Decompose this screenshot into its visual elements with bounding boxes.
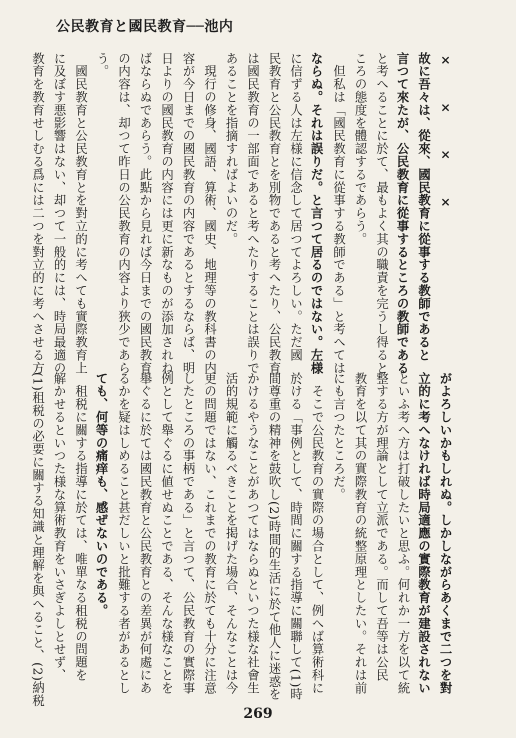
text-line: 更の問題ではない、これまでの教育に於ても十分に注意 [202,372,217,695]
text-line: るかを疑はしめること甚だしいと批難する者があるとし [116,372,131,695]
text-line: 例として舉ぐるに値せぬことである、そんな様なことを [159,372,174,695]
text-line: ならぬ。それは誤りだ。と言つて居るのではない。左様 [309,52,324,375]
text-line: う。 [95,52,109,78]
text-line: 間尊重の精神を鼓吹し(2)時間的生活に於て他人に迷惑を [267,372,281,701]
text-line: 日よりの國民教育の内容には更に新なものが添加されね [159,52,174,375]
section-divider-marks: × × × × [438,52,453,223]
lower-text-column [30,372,456,708]
text-line: 國民教育と公民教育とを對立的に考へても實際教育上 [73,52,88,375]
text-line: 但私は「國民教育に從事する教師である」と考へては [331,52,346,375]
text-line: がよろしいかもしれぬ。しかしながらあくまで二つを對 [438,372,453,695]
text-line: ばならぬであらう。此點から見れば今日までの國民教育 [138,52,152,375]
text-line: といふ考へ方は打破したいと思ふ。何れか一方を以て統 [396,372,410,695]
text-line: ころの態度を體認するであらう。 [353,52,367,246]
text-line: 民教育と公民教育とを別物であると考へたり、公民教育 [267,52,281,375]
text-line: の内容は、却つて昨日の公民教育の内容より狹少であら [116,52,131,375]
text-line: 於ける「事例として、時間に關する指導に關聯して(1)時 [288,372,303,701]
text-line: かけるやうなことがあつてはならぬといつた様な社會生 [245,372,260,695]
text-line: そこで公民教育の實際の場合として、例へば算術科に [310,372,324,695]
text-line: あることを指摘すればよいのだ。 [224,52,238,246]
text-line: 教育を教育せしむる爲には二つを對立的に考へさせる方 [30,52,45,375]
text-line: 租税に關する指導に於ては、唯單なる租税の問題を [73,372,88,682]
text-line: ても、何等の痛痒も、感ぜないのである。 [94,372,109,618]
text-line: 故に吾々は、從來、國民教育に從事する教師であると [416,52,432,362]
text-line: に及ぼす悪影響はない、却つて一般的には、時局最適の [52,52,66,375]
text-line: 立的に考へなければ時局適應の實際教育が建設されない [416,372,432,695]
text-line: にも言つたところだ。 [331,372,346,501]
text-line: は國民教育の一部面であると考へたりすることは誤りで [245,52,260,375]
text-line: 活的規範に觸るべきことを掲げた場合、そんなことは今 [224,372,238,695]
upper-text-column [30,52,456,377]
running-header: 公民教育と國民教育──池内 [56,19,234,35]
page-number: 269 [243,706,273,722]
text-line: 整する方が理論として立派である。而して吾等は公民 [374,372,389,682]
text-line: 舉ぐるに於ては國民教育と公民教育との差異が何處にあ [138,372,152,695]
text-line: 解かせるといつた様な算術教育をいさぎよしとせず、 [52,372,66,682]
text-line: 言つて來たが、公民教育に從事するところの教師である [395,52,410,375]
text-line: 現行の修身、國語、算術、國史、地理等の教科書の内 [202,52,217,375]
text-line: したところの事柄である」と言つて、公民教育の實際事 [181,372,195,695]
text-line: 教育を以て其の實際教育の統整原理としたい。それは前 [353,372,367,695]
text-line: (1)租税の必要に關する知識と理解を與へること、(2)納税 [30,372,45,708]
text-line: と考へることに於て、最もよく其の職責を完うし得ると [374,52,389,375]
text-line: に信ずる人は左様に信念して居つてよろしい。ただ國 [288,52,303,362]
text-line: 容が今日までの國民教育の内容であるとするならば、明 [181,52,195,375]
